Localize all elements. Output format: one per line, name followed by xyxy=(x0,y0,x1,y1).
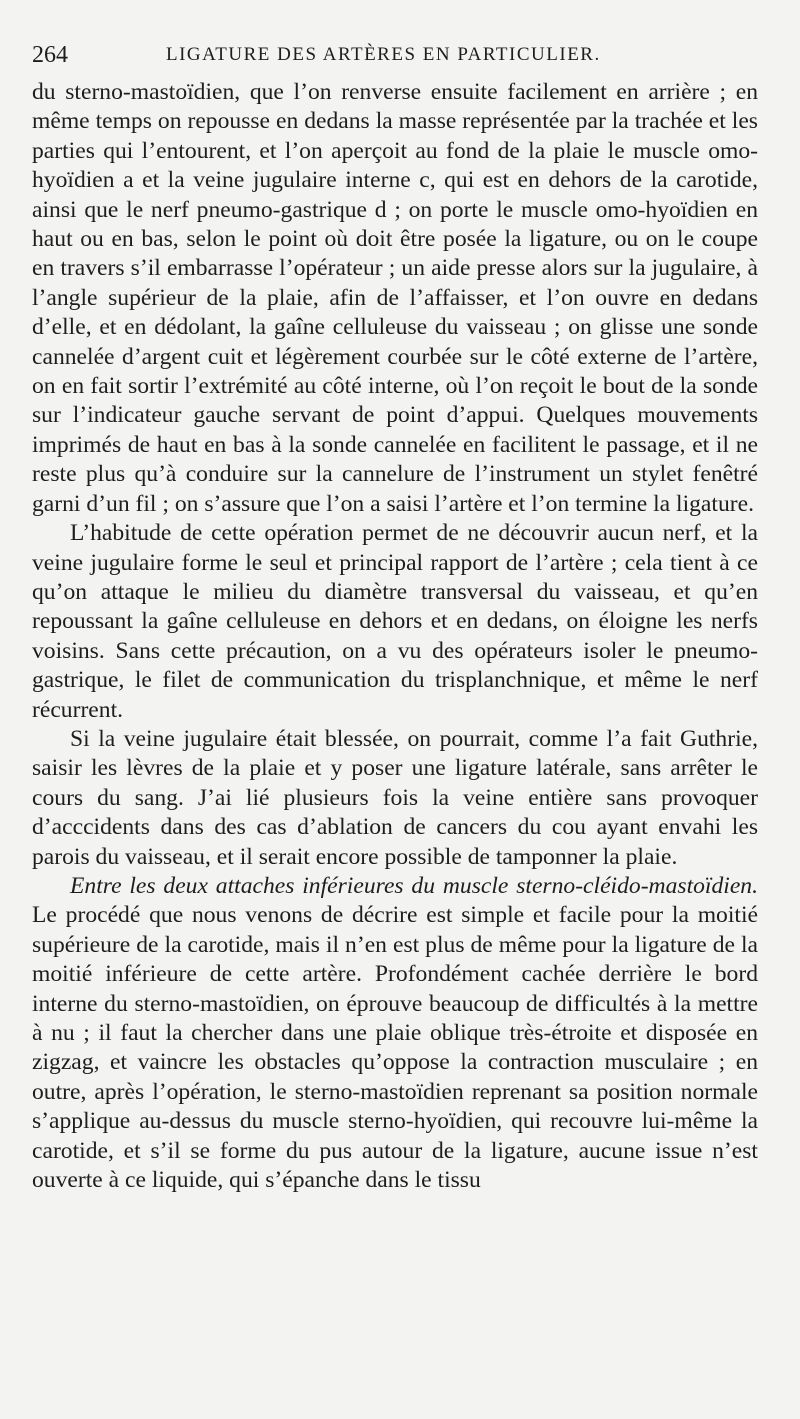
body-text xyxy=(32,78,758,1195)
paragraph-3 xyxy=(32,725,758,872)
paragraph-2-text: L’habitude de cette opération permet de ne découvrir aucun nerf, et la veine jugulaire forme le seul et principal rapport de l’artère ; cela tient à ce qu’on attaque le milieu du diamètre transversal du vaisseau, et qu’en repoussant la gaîne celluleuse en dehors et en dedans, on éloigne les nerfs voisins. Sans cette précaution, on a vu des opérateurs isoler le pneumo-gastrique, le filet de communication du trisplanchnique, et même le nerf récurrent. xyxy=(32,520,758,723)
paragraph-4 xyxy=(32,872,758,1195)
page-header xyxy=(32,38,758,78)
paragraph-4-italic-lead: Entre les deux attaches inférieures du muscle sterno-cléido-mastoïdien. xyxy=(70,872,758,899)
running-title: LIGATURE DES ARTÈRES EN PARTICULIER. xyxy=(166,44,601,65)
paragraph-1 xyxy=(32,78,758,519)
paragraph-2 xyxy=(32,519,758,725)
paragraph-1-text: du sterno-mastoïdien, que l’on renverse ensuite facilement en arrière ; en même temps on repousse en dedans la masse représentée par la trachée et les parties qui l’entourent, et l’on aperçoit au fond de la plaie le muscle omo-hyoïdien a et la veine jugulaire interne c, qui est en dehors de la carotide, ainsi que le nerf pneumo-gastrique d ; on porte le muscle omo-hyoïdien en haut ou en bas, selon le point où doit être posée la ligature, ou on le coupe en travers s’il embarrasse l’opérateur ; un aide presse alors sur la jugulaire, à l’angle supérieur de la plaie, afin de l’affaisser, et l’on ouvre en dedans d’elle, et en dédolant, la gaîne celluleuse du vaisseau ; on glisse une sonde cannelée d’argent cuit et légèrement courbée sur le côté externe de l’artère, on en fait sortir l’extrémité au côté interne, où l’on reçoit le bout de la sonde sur l’indicateur gauche servant de point d’appui. Quelques mouvements imprimés de haut en bas à la sonde cannelée en facilitent le passage, et il ne reste plus qu’à conduire sur la cannelure de l’instrument un stylet fenêtré garni d’un fil ; on s’assure que l’on a saisi l’artère et l’on termine la ligature. xyxy=(32,79,758,517)
page-number: 264 xyxy=(32,42,68,68)
paragraph-4-text: Le procédé que nous venons de décrire est simple et facile pour la moitié supérieure de la carotide, mais il n’en est plus de même pour la ligature de la moitié inférieure de cette artère. Profondément cachée derrière le bord interne du sterno-mastoïdien, on éprouve beaucoup de difficultés à la mettre à nu ; il faut la chercher dans une plaie oblique très-étroite et disposée en zigzag, et vaincre les obstacles qu’oppose la contraction musculaire ; en outre, après l’opération, le sterno-mastoïdien reprenant sa position normale s’applique au-dessus du muscle sterno-hyoïdien, qui recouvre lui-même la carotide, et s’il se forme du pus autour de la ligature, aucune issue n’est ouverte à ce liquide, qui s’épanche dans le tissu xyxy=(32,902,758,1194)
paragraph-3-text: Si la veine jugulaire était blessée, on pourrait, comme l’a fait Guthrie, saisir les lèvres de la plaie et y poser une ligature latérale, sans arrêter le cours du sang. J’ai lié plusieurs fois la veine entière sans provoquer d’acccidents dans des cas d’ablation de cancers du cou ayant envahi les parois du vaisseau, et il serait encore possible de tamponner la plaie. xyxy=(32,725,758,870)
